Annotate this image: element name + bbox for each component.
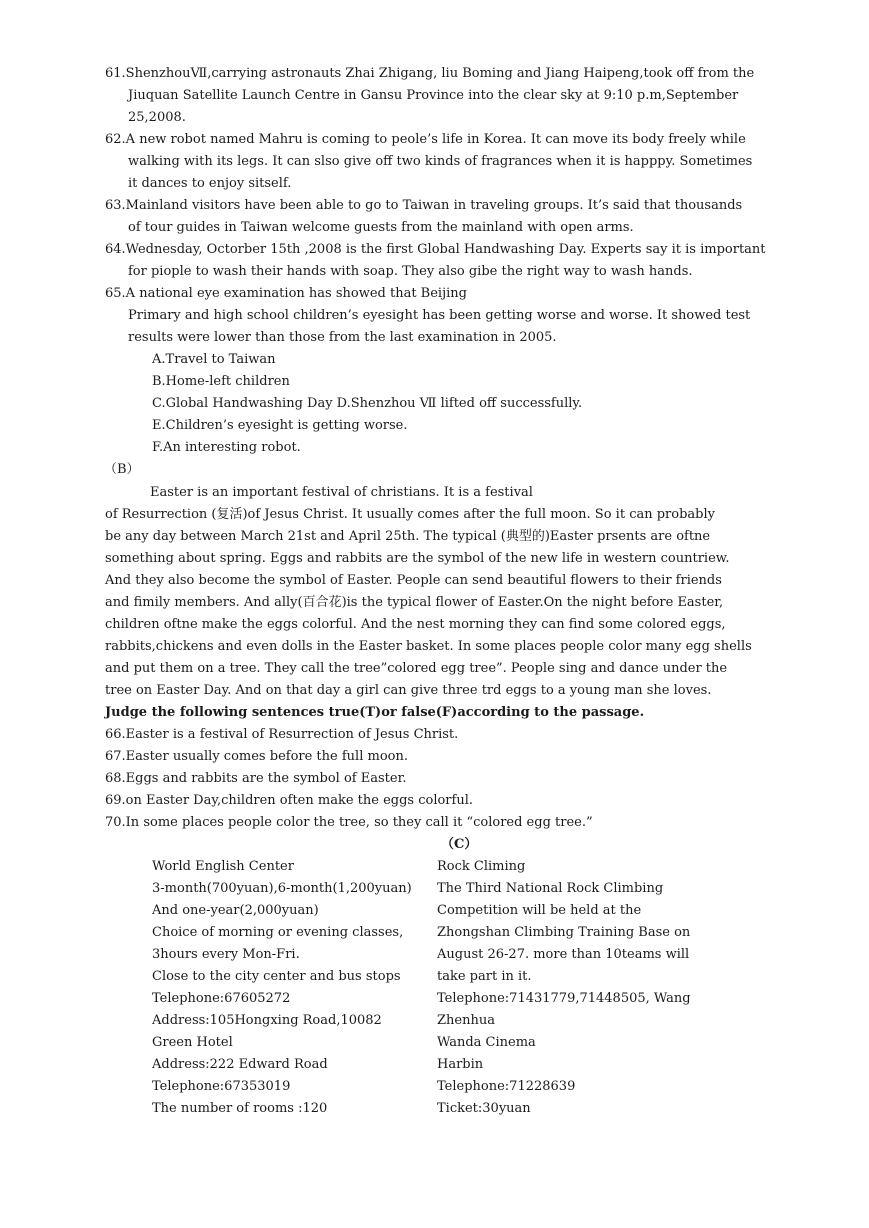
ad-right-line: The Third National Rock Climbing bbox=[437, 881, 664, 896]
ad-right-line: Telephone:71431779,71448505, Wang bbox=[437, 991, 691, 1006]
q63-line-2: of tour guides in Taiwan welcome guests from the mainland with open arms. bbox=[128, 220, 634, 235]
q64-line-2: for piople to wash their hands with soap. They also gibe the right way to wash hands. bbox=[128, 264, 693, 279]
tf-question: 67.Easter usually comes before the full moon. bbox=[105, 749, 408, 764]
option-e: E.Children’s eyesight is getting worse. bbox=[152, 418, 408, 433]
ad-right-line: take part in it. bbox=[437, 969, 532, 984]
ad-left-line: 3hours every Mon-Fri. bbox=[152, 947, 300, 962]
q65-line-1: 65.A national eye examination has showed that Beijing bbox=[105, 286, 467, 301]
q62-line-3: it dances to enjoy sitself. bbox=[128, 176, 292, 191]
passage-line: of Resurrection (复活)of Jesus Christ. It usually comes after the full moon. So it can probably bbox=[105, 507, 715, 522]
ad-right-line: August 26-27. more than 10teams will bbox=[437, 947, 690, 962]
ad-right-line: Ticket:30yuan bbox=[437, 1101, 531, 1116]
passage-line: and fimily members. And ally(百合花)is the typical flower of Easter.On the night before Easter, bbox=[105, 595, 724, 610]
passage-line: and put them on a tree. They call the tree”colored egg tree”. People sing and dance under the bbox=[105, 661, 728, 676]
q62-line-1: 62.A new robot named Mahru is coming to peole’s life in Korea. It can move its body freely while bbox=[105, 132, 746, 147]
q62-line-2: walking with its legs. It can slso give off two kinds of fragrances when it is happpy. Sometimes bbox=[128, 154, 753, 169]
q61-line-2: Jiuquan Satellite Launch Centre in Gansu Province into the clear sky at 9:10 p.m,September bbox=[128, 88, 739, 103]
q64-line-1: 64.Wednesday, Octorber 15th ,2008 is the first Global Handwashing Day. Experts say it is important bbox=[105, 242, 766, 257]
part-c-label: （C） bbox=[441, 837, 478, 852]
ad-right-line: Harbin bbox=[437, 1057, 484, 1072]
passage-line: Easter is an important festival of christians. It is a festival bbox=[150, 485, 533, 500]
q65-line-2: Primary and high school children’s eyesight has been getting worse and worse. It showed test bbox=[128, 308, 751, 323]
passage-line: children oftne make the eggs colorful. And the nest morning they can find some colored eggs, bbox=[105, 617, 726, 632]
passage-line: something about spring. Eggs and rabbits are the symbol of the new life in western countriew. bbox=[105, 551, 730, 566]
passage-line: be any day between March 21st and April 25th. The typical (典型的)Easter prsents are oftne bbox=[105, 529, 711, 544]
ad-left-line: World English Center bbox=[152, 859, 294, 874]
ad-left-line: 3-month(700yuan),6-month(1,200yuan) bbox=[152, 881, 412, 896]
ad-left-line: Close to the city center and bus stops bbox=[152, 969, 401, 984]
part-b-label: （B） bbox=[104, 462, 140, 477]
ad-right-line: Zhongshan Climbing Training Base on bbox=[437, 925, 691, 940]
ad-left-line: Green Hotel bbox=[152, 1035, 233, 1050]
passage-line: And they also become the symbol of Easter. People can send beautiful flowers to their friends bbox=[105, 573, 722, 588]
q65-line-3: results were lower than those from the last examination in 2005. bbox=[128, 330, 557, 345]
ad-left-line: Telephone:67605272 bbox=[152, 991, 291, 1006]
tf-question: 68.Eggs and rabbits are the symbol of Easter. bbox=[105, 771, 407, 786]
ad-right-line: Zhenhua bbox=[437, 1013, 495, 1028]
option-a: A.Travel to Taiwan bbox=[152, 352, 276, 367]
passage-line: rabbits,chickens and even dolls in the Easter basket. In some places people color many egg shells bbox=[105, 639, 752, 654]
ad-right-line: Competition will be held at the bbox=[437, 903, 642, 918]
ad-right-line: Rock Climing bbox=[437, 859, 526, 874]
option-b: B.Home-left children bbox=[152, 374, 290, 389]
ad-left-line: Address:105Hongxing Road,10082 bbox=[152, 1013, 382, 1028]
q61-line-1: 61.ShenzhouⅦ,carrying astronauts Zhai Zhigang, liu Boming and Jiang Haipeng,took off from the bbox=[105, 66, 755, 81]
ad-left-line: The number of rooms :120 bbox=[152, 1101, 328, 1116]
ad-left-line: And one-year(2,000yuan) bbox=[152, 903, 319, 918]
ad-left-line: Telephone:67353019 bbox=[152, 1079, 291, 1094]
passage-line: tree on Easter Day. And on that day a girl can give three trd eggs to a young man she loves. bbox=[105, 683, 712, 698]
ad-right-line: Telephone:71228639 bbox=[437, 1079, 576, 1094]
tf-question: 70.In some places people color the tree, so they call it “colored egg tree.” bbox=[105, 815, 593, 830]
option-f: F.An interesting robot. bbox=[152, 440, 301, 455]
tf-question: 69.on Easter Day,children often make the eggs colorful. bbox=[105, 793, 473, 808]
ad-left-line: Address:222 Edward Road bbox=[152, 1057, 328, 1072]
q63-line-1: 63.Mainland visitors have been able to go to Taiwan in traveling groups. It’s said that thousands bbox=[105, 198, 743, 213]
tf-question: 66.Easter is a festival of Resurrection of Jesus Christ. bbox=[105, 727, 459, 742]
judge-instruction: Judge the following sentences true(T)or false(F)according to the passage. bbox=[105, 705, 645, 720]
q61-line-3: 25,2008. bbox=[128, 110, 186, 125]
option-c-d: C.Global Handwashing Day D.Shenzhou Ⅶ lifted off successfully. bbox=[152, 396, 583, 411]
ad-right-line: Wanda Cinema bbox=[437, 1035, 536, 1050]
ad-left-line: Choice of morning or evening classes, bbox=[152, 925, 404, 940]
